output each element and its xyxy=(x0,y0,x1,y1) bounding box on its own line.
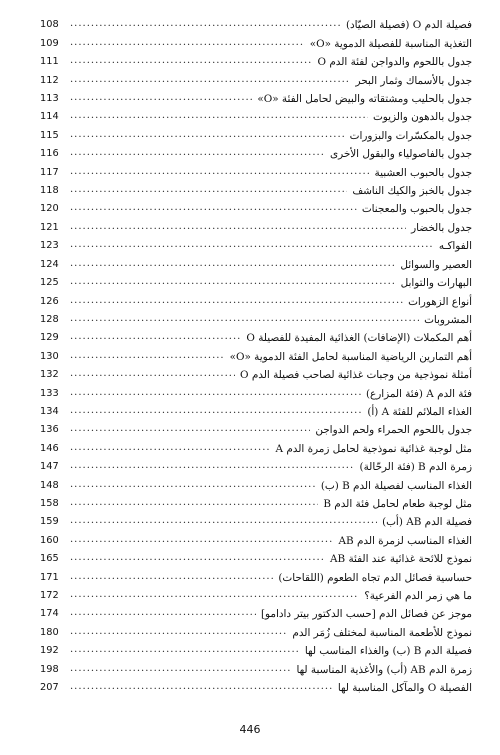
dot-leader xyxy=(70,350,225,362)
dot-leader xyxy=(70,295,403,307)
toc-entry-title: جدول بالمكسّرات والبزورات xyxy=(349,129,472,142)
toc-entry-page: 108 xyxy=(40,19,59,31)
toc-entry-page: 129 xyxy=(40,332,59,344)
toc-entry-page: 172 xyxy=(40,590,59,601)
toc-entry-title: الغذاء الملائم للفئة A (أ) xyxy=(367,405,472,418)
dot-leader xyxy=(70,184,347,196)
toc-entry-title: جدول بالحبوب العشبية xyxy=(374,166,472,179)
toc-entry-page: 136 xyxy=(40,424,59,436)
toc-entry-title: الغذاء المناسب لزمرة الدم AB xyxy=(338,534,472,547)
dot-leader xyxy=(70,442,271,454)
toc-entry-page: 121 xyxy=(40,221,59,233)
dot-leader xyxy=(70,607,256,619)
toc-entry xyxy=(40,585,472,603)
dot-leader xyxy=(70,626,287,638)
toc-entry xyxy=(40,272,472,290)
toc-entry-title: التغذية المناسبة للفصيلة الدموية «O» xyxy=(309,37,472,50)
toc-entry-page: 123 xyxy=(40,240,59,252)
toc-entry-title: جدول بالفاصولياء والبقول الأخرى xyxy=(329,148,472,161)
toc-entry-page: 118 xyxy=(40,185,59,197)
toc-entry-title: فصيلة الدم B (ب) والغذاء المناسب لها xyxy=(304,645,472,658)
dot-leader xyxy=(70,258,395,270)
toc-entry-title: جدول بالحليب ومشتقاته والبيض لحامل الفئة «O» xyxy=(257,93,472,106)
toc-entry xyxy=(40,382,472,400)
toc-entry-title: جدول بالحبوب والمعجنات xyxy=(361,203,472,216)
dot-leader xyxy=(70,663,291,675)
dot-leader xyxy=(70,92,252,104)
toc-entry xyxy=(40,474,472,492)
dot-leader xyxy=(70,571,273,583)
dot-leader xyxy=(70,37,305,49)
toc-entry xyxy=(40,621,472,639)
toc-entry-title: العصير والسوائل xyxy=(400,258,472,271)
toc-entry xyxy=(40,253,472,271)
dot-leader xyxy=(70,166,370,178)
dot-leader xyxy=(70,239,434,251)
dot-leader xyxy=(70,589,359,601)
toc-entry xyxy=(40,51,472,69)
toc-entry-title: مثل لوجبة غذائية نموذجية لحامل زمرة الدم A xyxy=(275,442,472,455)
toc-entry-page: 130 xyxy=(40,350,59,362)
toc-entry xyxy=(40,493,472,511)
toc-entry xyxy=(40,640,472,658)
toc-entry-title: أنواع الزهورات xyxy=(408,295,472,308)
toc-entry-title: الغذاء المناسب لفصيلة الدم B (ب) xyxy=(320,479,472,492)
toc-entry xyxy=(40,456,472,474)
dot-leader xyxy=(70,479,316,491)
toc-entry-title: نموذج للأطعمة المناسبة لمختلف زُمَر الدم xyxy=(292,626,472,639)
toc-entry xyxy=(40,548,472,566)
toc-entry xyxy=(40,198,472,216)
toc-entry xyxy=(40,364,472,382)
dot-leader xyxy=(70,110,368,122)
dot-leader xyxy=(70,276,396,288)
toc-entry-page: 207 xyxy=(40,682,59,694)
toc-entry xyxy=(40,658,472,676)
toc-entry xyxy=(40,345,472,363)
toc-entry-page: 111 xyxy=(40,56,59,68)
toc-entry-page: 133 xyxy=(40,387,59,399)
dot-leader xyxy=(70,681,333,693)
toc-entry-title: أمثلة نموذجية من وجبات غذائية لصاحب فصيلة الدم O xyxy=(240,369,472,382)
toc-entry xyxy=(40,603,472,621)
dot-leader xyxy=(70,515,377,527)
dot-leader xyxy=(70,147,325,159)
toc-entry xyxy=(40,216,472,234)
toc-entry xyxy=(40,529,472,547)
toc-entry-page: 165 xyxy=(40,553,59,565)
toc-entry-title: نموذج للائحة غذائية عند الفئة AB xyxy=(330,553,472,566)
toc-entry xyxy=(40,124,472,142)
toc-entry xyxy=(40,327,472,345)
toc-entry-title: مثل لوجبة طعام لحامل فئة الدم B xyxy=(323,497,472,510)
toc-entry-page: 124 xyxy=(40,258,59,270)
dot-leader xyxy=(70,497,318,509)
page-number: 446 xyxy=(239,723,261,736)
toc-entry-page: 117 xyxy=(40,166,59,178)
toc-entry-page: 126 xyxy=(40,295,59,307)
toc-entry-title: المشروبات xyxy=(424,313,472,326)
table-of-contents xyxy=(40,14,472,695)
toc-entry-page: 158 xyxy=(40,497,59,509)
toc-entry-page: 120 xyxy=(40,203,59,215)
toc-entry-title: فصيلة الدم AB (أب) xyxy=(382,516,472,529)
toc-entry-title: الفصيلة O والمآكل المناسبة لها xyxy=(337,682,472,695)
dot-leader xyxy=(70,18,341,30)
toc-entry xyxy=(40,437,472,455)
toc-entry-page: 148 xyxy=(40,479,59,491)
toc-entry-title: زمرة الدم AB (أب) والأغذية المناسبة لها xyxy=(296,663,472,676)
toc-entry xyxy=(40,180,472,198)
toc-entry xyxy=(40,69,472,87)
toc-entry-page: 115 xyxy=(40,129,59,141)
dot-leader xyxy=(70,552,325,564)
toc-entry-title: جدول بالدهون والزيوت xyxy=(372,111,472,124)
dot-leader xyxy=(70,644,300,656)
dot-leader xyxy=(70,460,355,472)
toc-entry xyxy=(40,677,472,695)
toc-entry xyxy=(40,161,472,179)
toc-entry xyxy=(40,14,472,32)
toc-entry xyxy=(40,143,472,161)
toc-entry xyxy=(40,88,472,106)
toc-entry-page: 174 xyxy=(40,608,59,620)
dot-leader xyxy=(70,221,406,233)
toc-entry-title: جدول بالخضار xyxy=(411,221,472,234)
toc-entry-title: زمرة الدم B (فئة الرحّالة) xyxy=(359,461,472,474)
toc-entry-title: حساسية فصائل الدم تجاه الطعوم (اللقاحات) xyxy=(278,571,472,584)
toc-entry-page: 132 xyxy=(40,369,59,381)
toc-entry xyxy=(40,290,472,308)
toc-entry xyxy=(40,309,472,327)
dot-leader xyxy=(70,202,357,214)
toc-entry-page: 125 xyxy=(40,277,59,289)
toc-entry-page: 147 xyxy=(40,461,59,473)
dot-leader xyxy=(70,129,345,141)
toc-entry-title: جدول باللحوم الحمراء ولحم الدواجن xyxy=(315,424,472,437)
toc-entry xyxy=(40,419,472,437)
toc-entry xyxy=(40,106,472,124)
dot-leader xyxy=(70,387,361,399)
dot-leader xyxy=(70,313,419,325)
toc-entry-title: جدول بالخبز والكيك الناشف xyxy=(352,185,472,198)
toc-entry-page: 198 xyxy=(40,663,59,675)
toc-entry-title: فئة الدم A (فئة المزارع) xyxy=(365,387,472,400)
toc-entry-page: 128 xyxy=(40,313,59,325)
dot-leader xyxy=(70,423,310,435)
toc-entry-page: 109 xyxy=(40,37,59,49)
toc-entry-title: أهم المكملات (الإضافات) الغذائية المفيدة للفصيلة O xyxy=(246,332,472,345)
toc-entry-page: 113 xyxy=(40,93,59,105)
toc-entry-title: ما هي زمر الدم الفرعية؟ xyxy=(364,590,472,602)
dot-leader xyxy=(70,331,241,343)
toc-entry xyxy=(40,566,472,584)
toc-entry-page: 160 xyxy=(40,534,59,546)
toc-entry xyxy=(40,32,472,50)
toc-entry-title: جدول بالأسماك وثمار البحر xyxy=(355,74,472,87)
toc-entry-title: البهارات والتوابل xyxy=(400,277,472,290)
dot-leader xyxy=(70,55,313,67)
toc-entry-page: 112 xyxy=(40,74,59,86)
dot-leader xyxy=(70,368,235,380)
toc-entry-page: 146 xyxy=(40,442,59,454)
toc-entry-page: 134 xyxy=(40,405,59,417)
toc-entry-title: أهم التمارين الرياضية المناسبة لحامل الفئة الدموية «O» xyxy=(229,350,472,363)
toc-entry-title: موجز عن فصائل الدم [حسب الدكتور بيتر دادامو] xyxy=(261,608,472,621)
toc-entry-page: 180 xyxy=(40,626,59,638)
toc-entry-title: جدول باللحوم والدواجن لفئة الدم O xyxy=(317,56,472,69)
toc-entry-page: 171 xyxy=(40,571,59,583)
toc-entry-page: 116 xyxy=(40,148,59,160)
toc-entry-page: 192 xyxy=(40,645,59,657)
toc-entry-page: 114 xyxy=(40,111,59,123)
dot-leader xyxy=(70,534,334,546)
toc-entry xyxy=(40,401,472,419)
toc-entry-title: الفواكـه xyxy=(438,240,472,253)
toc-entry-page: 159 xyxy=(40,516,59,528)
dot-leader xyxy=(70,405,362,417)
toc-entry xyxy=(40,511,472,529)
toc-entry-title: فصيلة الدم O (فصيلة الصيّاد) xyxy=(345,19,472,32)
dot-leader xyxy=(70,74,350,86)
toc-entry xyxy=(40,235,472,253)
